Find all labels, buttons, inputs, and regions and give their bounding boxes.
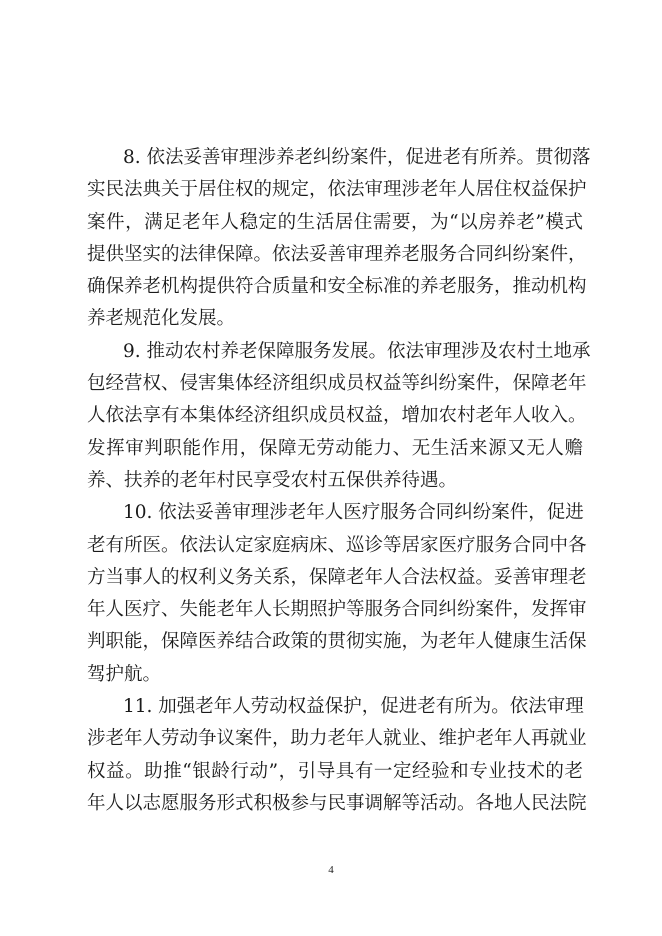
text-line: 养老规范化发展。 xyxy=(87,308,236,330)
paragraph xyxy=(87,497,587,691)
paragraph xyxy=(87,142,591,336)
text-line: 年人医疗、失能老年人长期照护等服务合同纠纷案件，发挥审 xyxy=(87,599,587,621)
text-line: 实民法典关于居住权的规定，依法审理涉老年人居住权益保护 xyxy=(87,179,587,201)
text-line: 包经营权、侵害集体经济组织成员权益等纠纷案件，保障老年 xyxy=(87,373,587,395)
text-line: 涉老年人劳动争议案件，助力老年人就业、维护老年人再就业 xyxy=(87,728,587,750)
text-line: 案件，满足老年人稳定的生活居住需要，为“以房养老”模式 xyxy=(87,211,583,233)
paragraph xyxy=(87,691,587,820)
paragraph xyxy=(87,336,591,497)
text-line: 10. 依法妥善审理涉老年人医疗服务合同纠纷案件，促进 xyxy=(123,502,584,524)
text-line: 11. 加强老年人劳动权益保护，促进老有所为。依法审理 xyxy=(123,696,584,718)
text-line: 提供坚实的法律保障。依法妥善审理养老服务合同纠纷案件， xyxy=(87,243,587,265)
text-line: 驾护航。 xyxy=(87,663,162,685)
text-line: 方当事人的权利义务关系，保障老年人合法权益。妥善审理老 xyxy=(87,566,587,588)
text-line: 人依法享有本集体经济组织成员权益，增加农村老年人收入。 xyxy=(87,405,587,427)
text-line: 发挥审判职能作用，保障无劳动能力、无生活来源又无人赡 xyxy=(87,437,583,459)
text-line: 养、扶养的老年村民享受农村五保供养待遇。 xyxy=(87,469,458,491)
text-line: 9. 推动农村养老保障服务发展。依法审理涉及农村土地承 xyxy=(123,340,591,362)
body-text xyxy=(87,142,591,820)
text-line: 年人以志愿服务形式积极参与民事调解等活动。各地人民法院 xyxy=(87,792,587,814)
text-line: 老有所医。依法认定家庭病床、巡诊等居家医疗服务合同中各 xyxy=(87,534,587,556)
page-number: 4 xyxy=(328,864,334,876)
text-line: 判职能，保障医养结合政策的贯彻实施，为老年人健康生活保 xyxy=(87,631,587,653)
text-line: 8. 依法妥善审理涉养老纠纷案件，促进老有所养。贯彻落 xyxy=(123,147,591,168)
text-line: 确保养老机构提供符合质量和安全标准的养老服务，推动机构 xyxy=(87,276,587,298)
text-line: 权益。助推“银龄行动”，引导具有一定经验和专业技术的老 xyxy=(87,760,583,782)
